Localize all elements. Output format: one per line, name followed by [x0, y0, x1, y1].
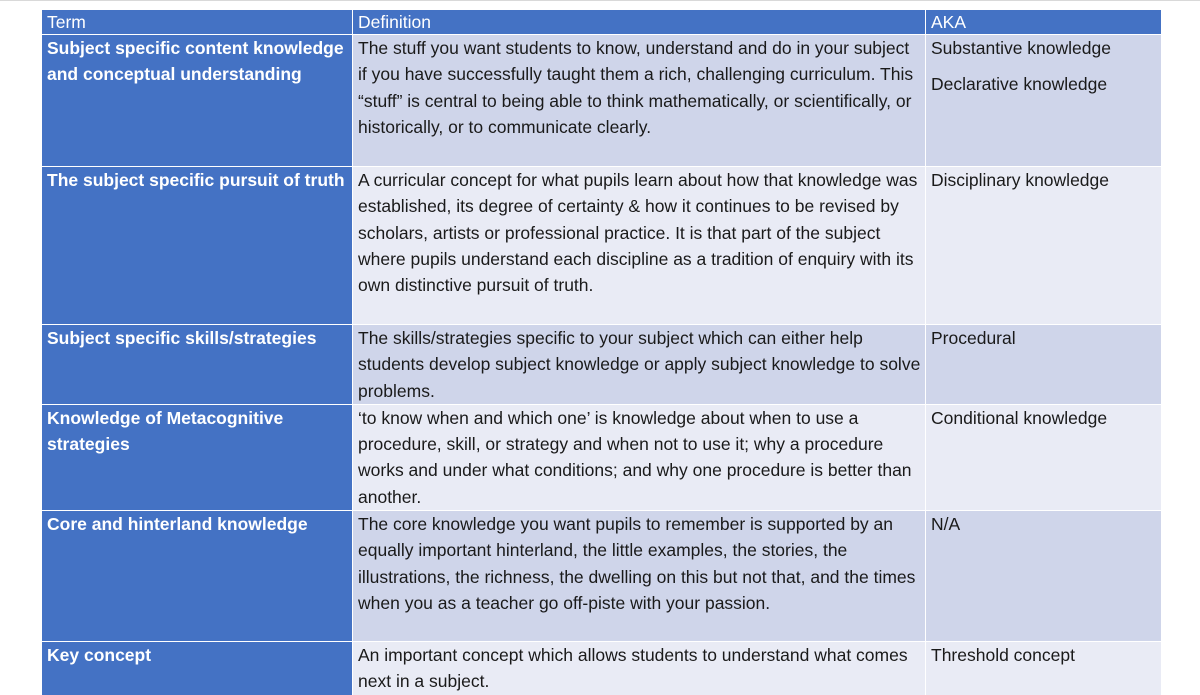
definition-cell: The core knowledge you want pupils to remember is supported by an equally important hinterland, the little examples, the stories, the illustrations, the richness, the dwelling on this but not that, and the times when you as a teacher go off-piste with your passion. — [353, 511, 926, 642]
definition-cell: An important concept which allows students to understand what comes next in a subject. — [353, 642, 926, 695]
aka-cell — [926, 404, 1162, 510]
aka-cell — [926, 642, 1162, 695]
header-term: Term — [42, 10, 353, 35]
aka-cell — [926, 511, 1162, 642]
header-aka: AKA — [926, 10, 1162, 35]
term-cell: Subject specific content knowledge and conceptual understanding — [42, 35, 353, 167]
definition-cell: A curricular concept for what pupils learn about how that knowledge was established, its degree of certainty & how it continues to be revised by scholars, artists or professional practice. It is that part of the subject where pupils understand each discipline as a tradition of enquiry with its own distinctive pursuit of truth. — [353, 167, 926, 325]
aka-item: Procedural — [931, 328, 1016, 348]
term-cell: Key concept — [42, 642, 353, 695]
term-cell: Knowledge of Metacognitive strategies — [42, 404, 353, 510]
aka-item: Conditional knowledge — [931, 407, 1108, 428]
definition-cell: ‘to know when and which one’ is knowledge about when to use a procedure, skill, or strategy and when not to use it; why a procedure works and under what conditions; and why one procedure is better than another. — [353, 404, 926, 510]
aka-item: N/A — [931, 514, 961, 535]
term-cell: Core and hinterland knowledge — [42, 511, 353, 642]
aka-item: Declarative knowledge — [931, 74, 1108, 95]
table-row — [42, 167, 1162, 325]
aka-item: Substantive knowledge — [931, 38, 1111, 58]
table-row — [42, 511, 1162, 642]
table-row — [42, 325, 1162, 405]
term-cell: The subject specific pursuit of truth — [42, 167, 353, 325]
aka-item: Disciplinary knowledge — [931, 170, 1109, 190]
terms-table — [41, 9, 1162, 695]
aka-cell — [926, 35, 1162, 167]
aka-cell — [926, 325, 1162, 405]
definition-cell: The skills/strategies specific to your subject which can either help students develop subject knowledge or apply subject knowledge to solve problems. — [353, 325, 926, 405]
header-row — [42, 10, 1162, 35]
table-row — [42, 404, 1162, 510]
definition-cell: The stuff you want students to know, understand and do in your subject if you have successfully taught them a rich, challenging curriculum. This “stuff” is central to being able to think mathematically, or scientifically, or historically, or to communicate clearly. — [353, 35, 926, 167]
aka-cell — [926, 167, 1162, 325]
table-row — [42, 35, 1162, 167]
aka-item: Threshold concept — [931, 645, 1075, 666]
header-definition: Definition — [353, 10, 926, 35]
table-row — [42, 642, 1162, 695]
term-cell: Subject specific skills/strategies — [42, 325, 353, 405]
top-divider — [0, 0, 1200, 1]
